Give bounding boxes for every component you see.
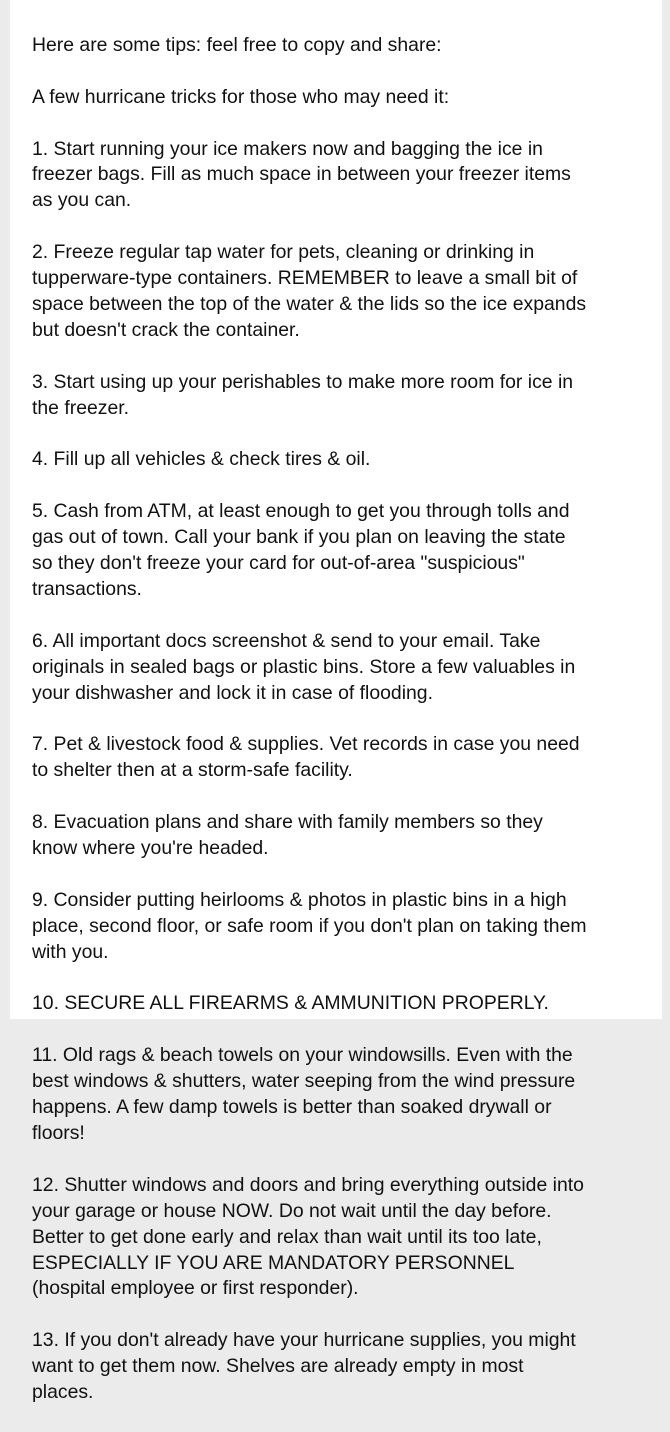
- tip-1: 1. Start running your ice makers now and bagging the ice in freezer bags. Fill as much space in between your freezer items as you can.: [32, 137, 571, 212]
- tip-8: 8. Evacuation plans and share with family members so they know where you're headed.: [32, 811, 543, 859]
- tip-10: 10. SECURE ALL FIREARMS & AMMUNITION PROPERLY.: [32, 992, 549, 1015]
- tip-13: 13. If you don't already have your hurricane supplies, you might want to get them now. Shelves are already empty in most places.: [32, 1329, 576, 1404]
- tip-4: 4. Fill up all vehicles & check tires & oil.: [32, 448, 371, 471]
- note-sheet: [10, 0, 662, 1404]
- tip-6: 6. All important docs screenshot & send to your email. Take originals in sealed bags or plastic bins. Store a few valuables in your dishwasher and lock it in case of flooding.: [32, 629, 576, 704]
- tip-9: 9. Consider putting heirlooms & photos in plastic bins in a high place, second floor, or safe room if you don't plan on taking them with you.: [32, 888, 587, 963]
- tip-5: 5. Cash from ATM, at least enough to get you through tolls and gas out of town. Call your bank if you plan on leaving the state so they don't freeze your card for out-of-area "suspicious" transactions.: [32, 500, 570, 600]
- note-body: [32, 7, 662, 1432]
- tip-2: 2. Freeze regular tap water for pets, cleaning or drinking in tupperware-type containers. REMEMBER to leave a small bit of space between the top of the water & the lids so the ice expands but doesn't crack the container.: [32, 241, 587, 341]
- tip-7: 7. Pet & livestock food & supplies. Vet records in case you need to shelter then at a storm-safe facility.: [32, 733, 580, 782]
- intro-line-2: A few hurricane tricks for those who may need it:: [32, 85, 450, 108]
- intro-line-1: Here are some tips: feel free to copy and share:: [32, 33, 442, 56]
- tip-11: 11. Old rags & beach towels on your windowsills. Even with the best windows & shutters, water seeping from the wind pressure happens. A few damp towels is better than soaked drywall or floors!: [32, 1044, 576, 1144]
- tip-12: 12. Shutter windows and doors and bring everything outside into your garage or house NOW. Do not wait until the day before. Better to get done early and relax than wait until its too late, ESPECIALLY IF YOU ARE MANDATORY PERSONNEL (hospital employee or first responder).: [32, 1173, 584, 1300]
- tip-3: 3. Start using up your perishables to make more room for ice in the freezer.: [32, 370, 574, 419]
